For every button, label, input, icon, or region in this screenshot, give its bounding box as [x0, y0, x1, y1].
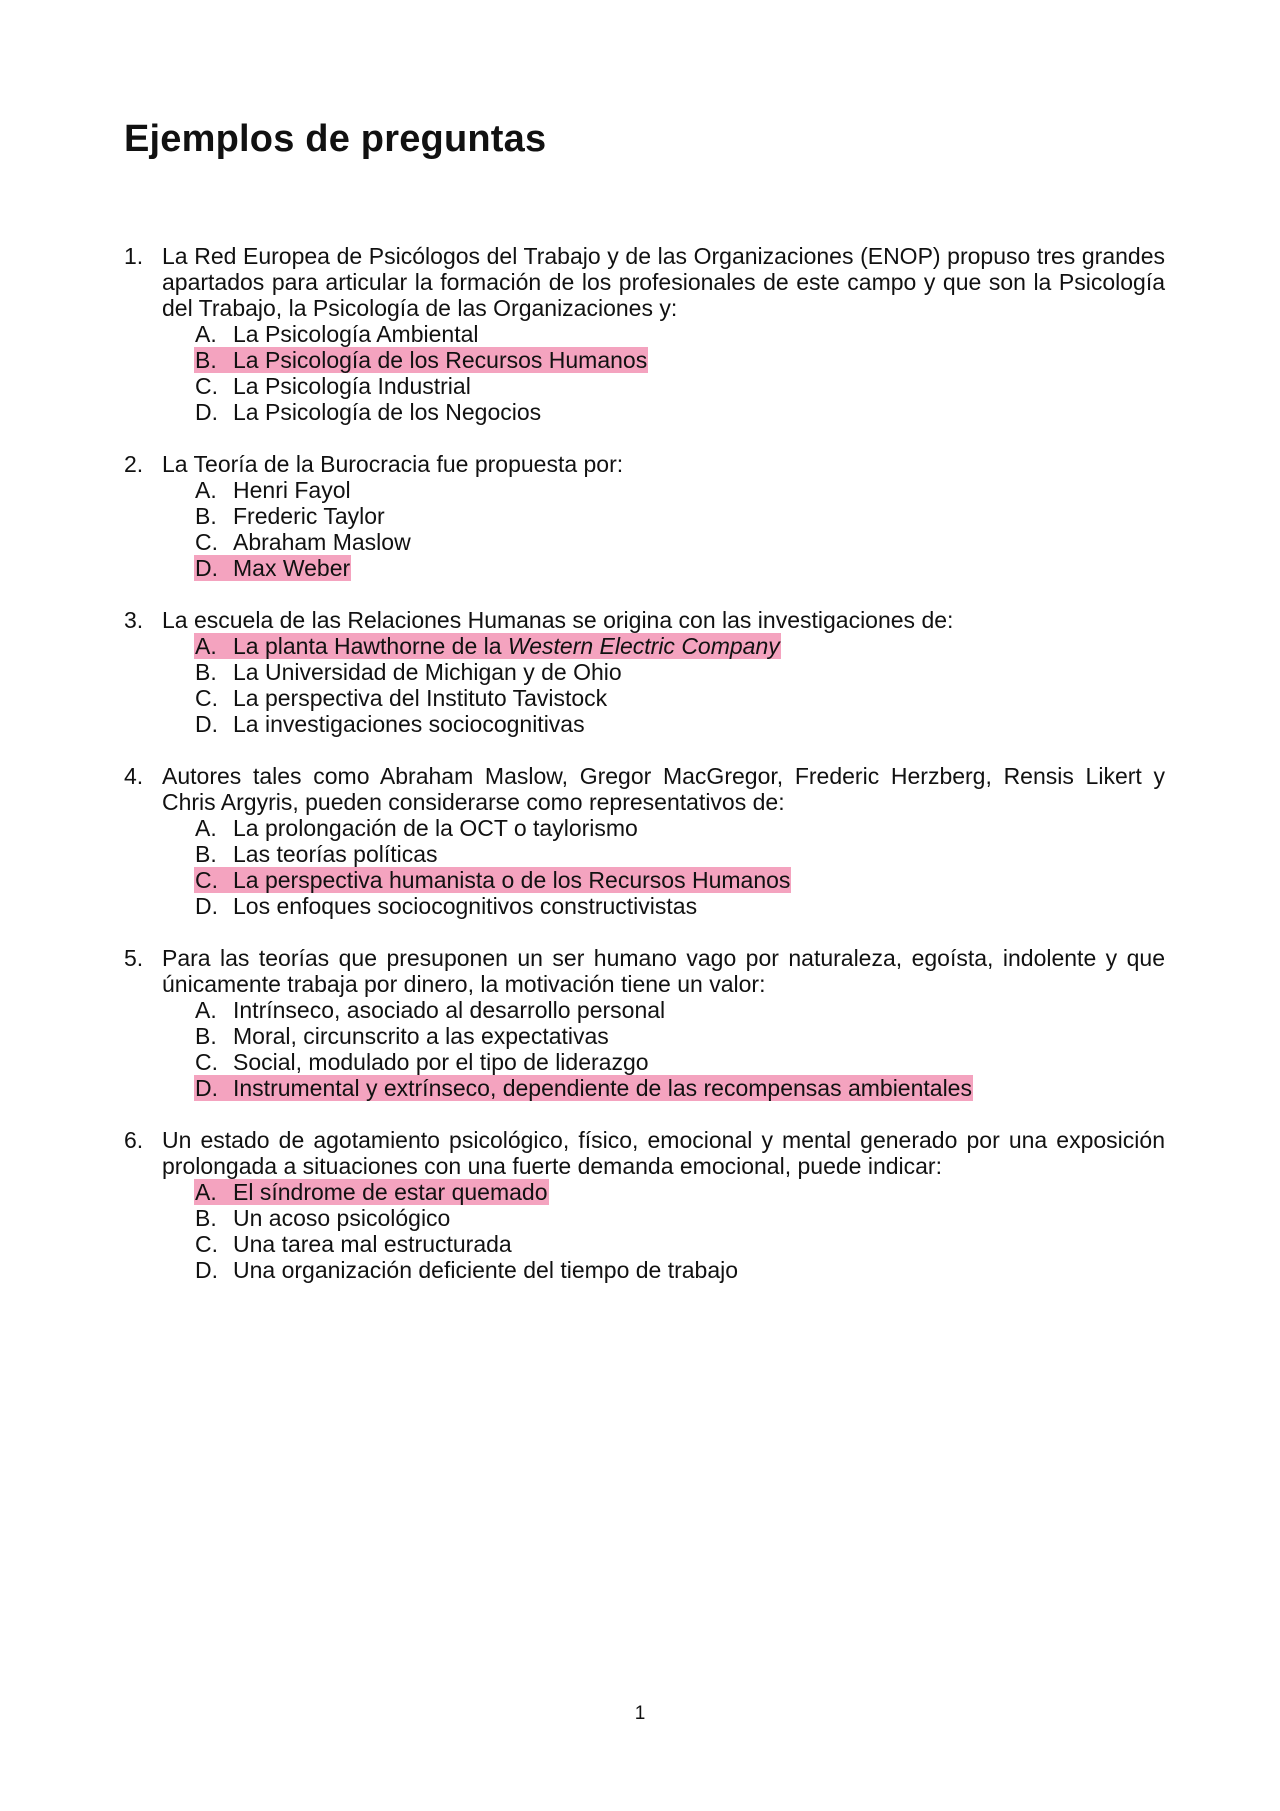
option-c	[194, 1231, 1165, 1257]
option-d-highlighted	[194, 1075, 1165, 1101]
option-list	[194, 321, 1165, 425]
question-text: La Red Europea de Psicólogos del Trabajo y de las Organizaciones (ENOP) propuso tres grandes apartados para articular la formación de los profesionales de este campo y que son la Psicología del Trabajo, la Psicología de las Organizaciones y:	[162, 243, 1165, 321]
option-text: Un acoso psicológico	[233, 1205, 451, 1231]
option-d	[194, 893, 1165, 919]
option-letter: D.	[195, 1075, 218, 1101]
option-letter: C.	[195, 1049, 218, 1075]
option-text: El síndrome de estar quemado	[233, 1179, 548, 1205]
option-b	[194, 1205, 1165, 1231]
option-text: La Psicología Industrial	[233, 373, 471, 399]
option-list	[194, 997, 1165, 1101]
option-letter: B.	[195, 659, 217, 685]
option-letter: C.	[195, 1231, 218, 1257]
option-text: La perspectiva humanista o de los Recursos Humanos	[233, 867, 791, 893]
option-text: Las teorías políticas	[233, 841, 438, 867]
question-number: 6.	[124, 1127, 144, 1153]
option-a	[194, 997, 1165, 1023]
question-6	[124, 1127, 1165, 1283]
option-c	[194, 1049, 1165, 1075]
option-a	[194, 321, 1165, 347]
option-letter: B.	[195, 347, 217, 373]
option-letter: D.	[195, 555, 218, 581]
question-1	[124, 243, 1165, 425]
option-letter: B.	[195, 1205, 217, 1231]
option-text: La Psicología de los Negocios	[233, 399, 542, 425]
option-list	[194, 477, 1165, 581]
option-d	[194, 1257, 1165, 1283]
option-text: Moral, circunscrito a las expectativas	[233, 1023, 609, 1049]
option-c	[194, 373, 1165, 399]
option-letter: B.	[195, 841, 217, 867]
option-c	[194, 529, 1165, 555]
option-letter: C.	[195, 529, 218, 555]
question-text: La Teoría de la Burocracia fue propuesta por:	[162, 451, 624, 477]
option-text: La Universidad de Michigan y de Ohio	[233, 659, 622, 685]
question-text: Autores tales como Abraham Maslow, Gregor MacGregor, Frederic Herzberg, Rensis Likert y Chris Argyris, pueden considerarse como representativos de:	[162, 763, 1165, 815]
option-b	[194, 503, 1165, 529]
option-d-highlighted	[194, 555, 1165, 581]
option-text: La Psicología Ambiental	[233, 321, 479, 347]
option-list	[194, 1179, 1165, 1283]
option-letter: A.	[195, 997, 217, 1023]
option-letter: A.	[195, 1179, 217, 1205]
option-b	[194, 659, 1165, 685]
option-a	[194, 477, 1165, 503]
question-5	[124, 945, 1165, 1101]
option-letter: B.	[195, 503, 217, 529]
option-b	[194, 841, 1165, 867]
option-letter: D.	[195, 893, 218, 919]
option-text: Social, modulado por el tipo de liderazgo	[233, 1049, 649, 1075]
option-letter: D.	[195, 1257, 218, 1283]
option-italic-text: Western Electric Company	[507, 633, 780, 659]
option-letter: A.	[195, 477, 217, 503]
option-text: La Psicología de los Recursos Humanos	[233, 347, 648, 373]
option-letter: D.	[195, 399, 218, 425]
question-number: 4.	[124, 763, 144, 789]
question-number: 5.	[124, 945, 144, 971]
option-text: Instrumental y extrínseco, dependiente de las recompensas ambientales	[233, 1075, 972, 1101]
option-letter: A.	[195, 633, 217, 659]
option-text: Una organización deficiente del tiempo de trabajo	[233, 1257, 739, 1283]
option-a	[194, 815, 1165, 841]
option-text: Abraham Maslow	[233, 529, 411, 555]
option-text: Los enfoques sociocognitivos constructivistas	[233, 893, 698, 919]
page-number: 1	[634, 1703, 646, 1724]
question-3	[124, 607, 1165, 737]
page-title: Ejemplos de preguntas	[124, 118, 547, 160]
question-list	[124, 243, 1165, 1309]
option-text: La prolongación de la OCT o taylorismo	[233, 815, 638, 841]
option-text: La investigaciones sociocognitivas	[233, 711, 585, 737]
option-letter: C.	[195, 867, 218, 893]
option-letter: C.	[195, 373, 218, 399]
option-d	[194, 399, 1165, 425]
option-c	[194, 685, 1165, 711]
option-letter: A.	[195, 321, 217, 347]
question-number: 2.	[124, 451, 144, 477]
question-number: 1.	[124, 243, 144, 269]
option-b	[194, 1023, 1165, 1049]
option-text: Una tarea mal estructurada	[233, 1231, 512, 1257]
question-text: Para las teorías que presuponen un ser humano vago por naturaleza, egoísta, indolente y que únicamente trabaja por dinero, la motivación tiene un valor:	[162, 945, 1165, 997]
question-text: Un estado de agotamiento psicológico, físico, emocional y mental generado por una exposición prolongada a situaciones con una fuerte demanda emocional, puede indicar:	[162, 1127, 1165, 1179]
option-a-highlighted	[194, 1179, 1165, 1205]
option-text: Frederic Taylor	[233, 503, 385, 529]
option-letter: A.	[195, 815, 217, 841]
option-letter: C.	[195, 685, 218, 711]
option-letter: D.	[195, 711, 218, 737]
question-number: 3.	[124, 607, 144, 633]
option-text: La perspectiva del Instituto Tavistock	[233, 685, 608, 711]
option-a-highlighted	[194, 633, 1165, 659]
question-2	[124, 451, 1165, 581]
question-text: La escuela de las Relaciones Humanas se origina con las investigaciones de:	[162, 607, 954, 633]
option-letter: B.	[195, 1023, 217, 1049]
option-text: Max Weber	[233, 555, 351, 581]
option-list	[194, 633, 1165, 737]
option-c-highlighted	[194, 867, 1165, 893]
option-text: Henri Fayol	[233, 477, 351, 503]
question-4	[124, 763, 1165, 919]
option-text: La planta Hawthorne de la	[233, 633, 508, 659]
option-text: Intrínseco, asociado al desarrollo personal	[233, 997, 666, 1023]
option-b-highlighted	[194, 347, 1165, 373]
option-d	[194, 711, 1165, 737]
option-list	[194, 815, 1165, 919]
